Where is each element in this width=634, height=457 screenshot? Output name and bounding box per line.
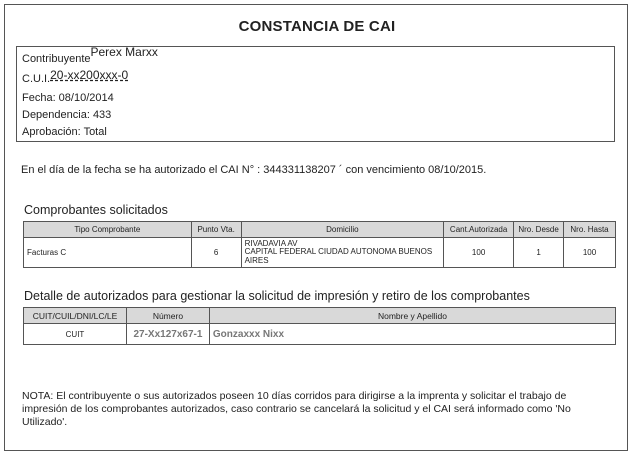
cuit-label: C.U.I. bbox=[22, 73, 51, 85]
nota-paragraph: NOTA: El contribuyente o sus autorizados poseen 10 días corridos para dirigirse a la imprenta y solicitar el trabajo de impresión de los comprobantes autorizados, caso contrario se cancelará la solicitud y el CAI será informado como 'No Utilizado'. bbox=[22, 390, 571, 428]
domicilio-line-1: RIVADAVIA AV bbox=[244, 238, 298, 248]
cell-nombre: Gonzaxxx Nixx bbox=[209, 324, 615, 345]
col-tipo-comprobante: Tipo Comprobante bbox=[24, 222, 192, 238]
col-cant-autorizada: Cant.Autorizada bbox=[444, 222, 514, 238]
cell-punto: 6 bbox=[191, 238, 241, 268]
col-domicilio: Domicilio bbox=[241, 222, 444, 238]
domicilio-line-3: AIRES bbox=[244, 255, 269, 265]
cell-desde: 1 bbox=[514, 238, 564, 268]
aprobacion-line: Aprobación: Total bbox=[22, 126, 107, 138]
col-numero: Número bbox=[126, 308, 209, 324]
cell-doc-tipo: CUIT bbox=[24, 324, 127, 345]
cell-tipo: Facturas C bbox=[24, 238, 192, 268]
contribuyente-label: Contribuyente bbox=[22, 53, 91, 65]
col-nombre-apellido: Nombre y Apellido bbox=[209, 308, 615, 324]
col-nro-desde: Nro. Desde bbox=[514, 222, 564, 238]
document-title: CONSTANCIA DE CAI bbox=[238, 18, 396, 35]
dependencia-line: Dependencia: 433 bbox=[22, 109, 112, 121]
domicilio-line-2: CAPITAL FEDERAL CIUDAD AUTONOMA BUENOS bbox=[244, 247, 433, 257]
cuit-value: 20-xx200xxx-0 bbox=[50, 68, 129, 82]
cai-authorization-sentence: En el día de la fecha se ha autorizado el CAI N° : 344331138207 ´ con vencimiento 08/10/2015. bbox=[21, 164, 487, 176]
autorizados-table bbox=[23, 307, 616, 345]
comprobantes-heading: Comprobantes solicitados bbox=[24, 203, 168, 217]
autorizados-heading: Detalle de autorizados para gestionar la solicitud de impresión y retiro de los comprobantes bbox=[24, 289, 530, 303]
cuit-line bbox=[22, 68, 129, 85]
comprobantes-table bbox=[23, 221, 616, 268]
table-row bbox=[24, 238, 616, 268]
cell-domicilio bbox=[241, 238, 444, 268]
contribuyente-value: Perex Marxx bbox=[90, 45, 158, 59]
table-row bbox=[24, 324, 616, 345]
col-documento-tipo: CUIT/CUIL/DNI/LC/LE bbox=[24, 308, 127, 324]
col-nro-hasta: Nro. Hasta bbox=[564, 222, 616, 238]
cell-cantidad: 100 bbox=[444, 238, 514, 268]
fecha-line: Fecha: 08/10/2014 bbox=[22, 92, 114, 104]
taxpayer-info-box bbox=[16, 46, 615, 142]
table-header-row bbox=[24, 308, 616, 324]
col-punto-vta: Punto Vta. bbox=[191, 222, 241, 238]
cell-numero: 27-Xx127x67-1 bbox=[126, 324, 209, 345]
cell-hasta: 100 bbox=[564, 238, 616, 268]
contribuyente-line bbox=[22, 45, 158, 65]
table-header-row bbox=[24, 222, 616, 238]
